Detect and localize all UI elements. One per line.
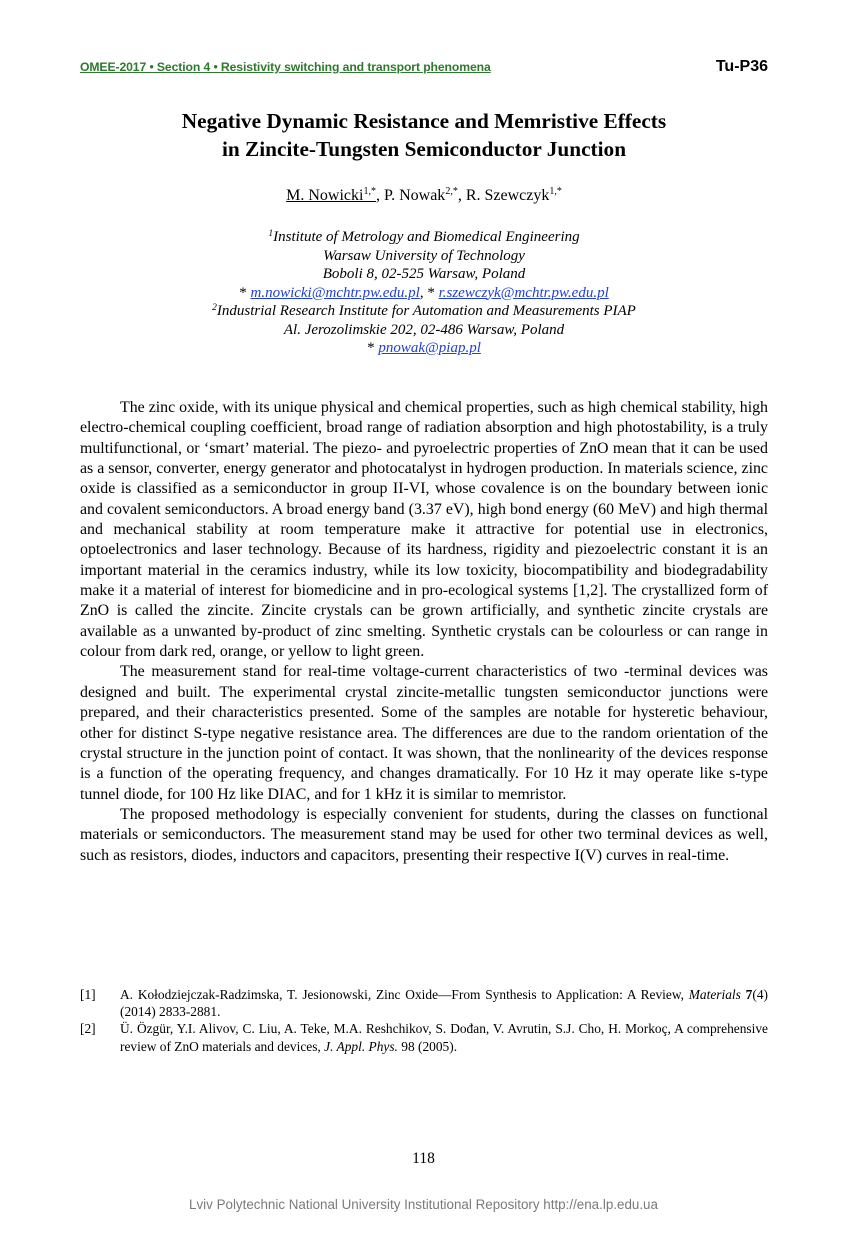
reference-number: [1] [80, 987, 96, 1002]
reference-details: (4) (2014) 2833-2881. [120, 987, 768, 1020]
author-1 [286, 187, 376, 204]
email-link-nowicki[interactable]: m.nowicki@mchtr.pw.edu.pl [250, 284, 420, 301]
page-number: 118 [412, 1150, 435, 1167]
affil-text: Industrial Research Institute for Automation and Measurements PIAP [216, 303, 636, 319]
author-3 [466, 187, 562, 204]
reference-volume: 7 [745, 987, 753, 1002]
email-marker: * [367, 340, 375, 356]
affiliation-1-address: Boboli 8, 02-525 Warsaw, Poland [322, 266, 526, 282]
body-paragraph: The measurement stand for real-time voltage-current characteristics of two -terminal devices was designed and built. The experimental crystal zincite-metallic tungsten semiconductor junctions were prepared, and their characteristics presented. Some of the samples are notable for hysteretic behaviour, other for distinct S-type negative resistance area. The differences are due to the random orientation of the crystal structure in the junction point of contact. It was shown, that the nonlinearity of the devices response is a function of the operating frequency, and changes dramatically. For 10 Hz it may operate like s-type tunnel diode, for 100 Hz like DIAC, and for 1 kHz it is similar to memristor. [80, 663, 768, 803]
email-link-szewczyk[interactable]: r.szewczyk@mchtr.pw.edu.pl [438, 284, 609, 301]
body-paragraph: The proposed methodology is especially convenient for students, during the classes on functional materials or semiconductors. The measurement stand may be used for other two terminal devices as well, such as resistors, diodes, inductors and capacitors, presenting their respective I(V) curves in real-time. [80, 805, 768, 864]
author-affil-marker: 1,* [549, 186, 562, 197]
paper-code: Tu-P36 [715, 58, 768, 75]
title-line-1: Negative Dynamic Resistance and Memristive Effects [181, 109, 667, 133]
author-name: M. Nowicki [286, 187, 364, 204]
affil-text: Institute of Metrology and Biomedical Engineering [273, 229, 580, 245]
abstract-body [80, 398, 768, 866]
separator: , [457, 187, 466, 204]
affiliation-1-university: Warsaw University of Technology [323, 247, 525, 264]
reference-journal: J. Appl. Phys. [324, 1038, 398, 1054]
running-header [80, 58, 768, 78]
author-2 [384, 187, 458, 204]
affiliation-2-name [80, 302, 768, 321]
affil-marker: 2 [212, 303, 217, 313]
reference-item [80, 1020, 768, 1054]
email-marker: * [427, 284, 435, 301]
author-name: P. Nowak [383, 187, 446, 204]
reference-number: [2] [80, 1021, 96, 1037]
reference-text [120, 986, 768, 1020]
reference-journal: Materials [688, 987, 741, 1002]
affiliations [80, 228, 768, 358]
title-line-2: in Zincite-Tungsten Semiconductor Junction [221, 137, 627, 161]
reference-authors-title: A. Kołodziejczak-Radzimska, T. Jesionowski, Zinc Oxide—From Synthesis to Application: A Review, [120, 987, 689, 1002]
author-list [80, 185, 768, 207]
separator: , [419, 284, 428, 301]
affiliation-2-email [80, 339, 768, 358]
author-affil-marker: 2,* [445, 186, 458, 197]
reference-details: 98 (2005). [397, 1038, 458, 1054]
repository-footer: Lviv Polytechnic National University Institutional Repository http://ena.lp.edu.ua [189, 1197, 658, 1212]
separator: , [375, 187, 384, 204]
body-paragraph: The zinc oxide, with its unique physical and chemical properties, such as high chemical stability, high electro-chemical coupling coefficient, broad range of radiation absorption and high photostability, is a truly multifunctional, or ‘smart’ material. The piezo- and pyroelectric properties of ZnO mean that it can be used as a sensor, converter, energy generator and photocatalyst in hydrogen production. In materials science, zinc oxide is classified as a semiconductor in group II-VI, whose covalence is on the boundary between ionic and covalent semiconductors. A broad energy band (3.37 eV), high bond energy (60 MeV) and high thermal and mechanical stability at room temperature make it attractive for potential use in electronics, optoelectronics and laser technology. Because of its hardness, rigidity and piezoelectric constant it is an important material in the ceramics industry, while its low toxicity, biocompatibility and biodegradability make it a material of interest for biomedicine and in pro-ecological systems [1,2]. The crystallized form of ZnO is called the zincite. Zincite crystals can be grown artificially, and synthetic zincite crystals are available as a unwanted by-product of zinc smelting. Synthetic crystals can be colourless or can range in colour from dark red, orange, or yellow to light green. [80, 399, 768, 661]
affil-marker: 1 [268, 229, 274, 239]
author-name: R. Szewczyk [465, 187, 550, 204]
affiliation-1-name [80, 228, 768, 247]
reference-text [120, 1020, 768, 1054]
paper-title [80, 107, 768, 163]
conference-section-label: OMEE-2017 • Section 4 • Resistivity switching and transport phenomena [80, 60, 491, 74]
affiliation-1-emails [80, 284, 768, 303]
affiliation-2-address: Al. Jerozolimskie 202, 02-486 Warsaw, Poland [283, 321, 565, 338]
reference-item [80, 986, 768, 1020]
reference-authors-title: Ü. Özgür, Y.I. Alivov, C. Liu, A. Teke, M.A. Reshchikov, S. Dođan, V. Avrutin, S.J. Cho, H. Morkoç, A comprehensive review of ZnO materials and devices, [120, 1021, 768, 1054]
reference-list [80, 986, 768, 1055]
email-marker: * [239, 284, 247, 301]
author-affil-marker: 1,* [363, 186, 376, 197]
email-link-nowak[interactable]: pnowak@piap.pl [378, 340, 481, 356]
